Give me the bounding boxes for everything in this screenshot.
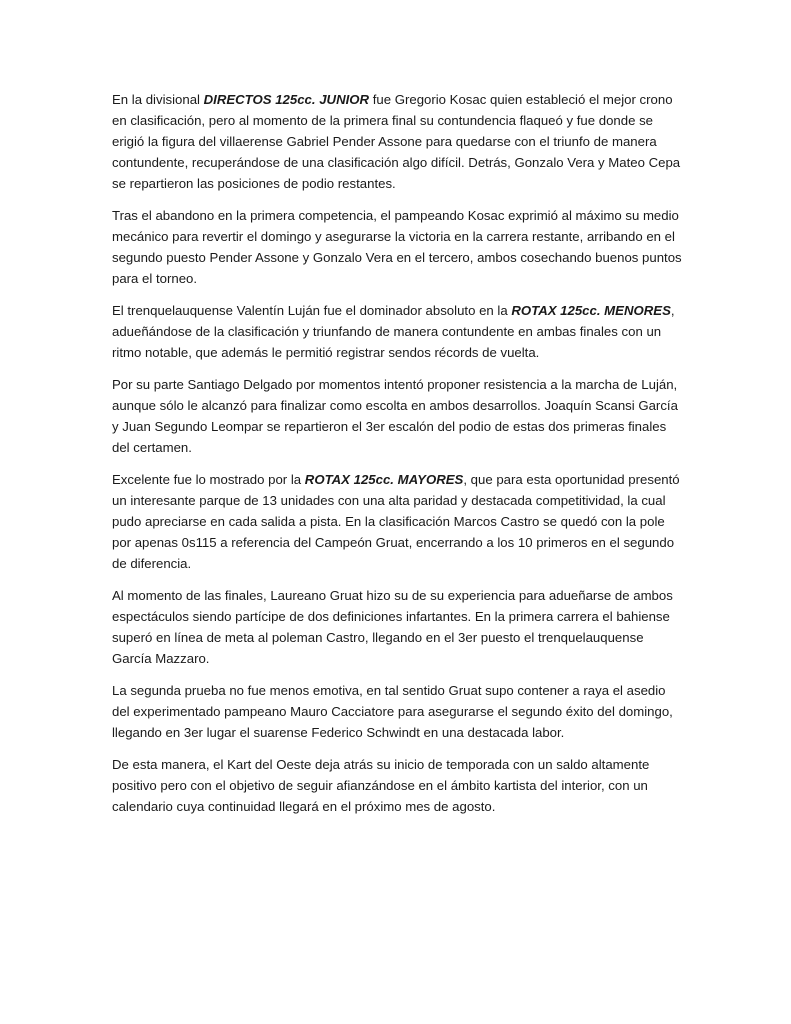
category-name: ROTAX 125cc. MAYORES — [304, 472, 464, 487]
paragraph-text: El trenquelauquense Valentín Luján fue el dominador absoluto en la — [112, 303, 512, 318]
category-name: DIRECTOS 125cc. JUNIOR — [203, 92, 370, 107]
paragraph-text: En la divisional — [112, 92, 204, 107]
paragraph — [112, 205, 684, 289]
paragraph — [112, 469, 684, 574]
document-page — [112, 89, 684, 828]
paragraph-text: Tras el abandono en la primera competencia, el pampeando Kosac exprimió al máximo su medio mecánico para revertir el domingo y asegurarse la victoria en la carrera restante, arribando en el segundo puesto Pender Assone y Gonzalo Vera en el tercero, ambos cosechando buenos puntos para el torneo. — [112, 208, 682, 286]
paragraph-text: La segunda prueba no fue menos emotiva, en tal sentido Gruat supo contener a raya el asedio del experimentado pampeano Mauro Cacciatore para asegurarse el segundo éxito del domingo, llegando en 3er lugar el suarense Federico Schwindt en una destacada labor. — [112, 683, 673, 740]
paragraph — [112, 300, 684, 363]
paragraph — [112, 89, 684, 194]
paragraph-text: , adueñándose de la clasificación y triunfando de manera contundente en ambas finales con un ritmo notable, que además le permitió registrar sendos récords de vuelta. — [112, 303, 675, 360]
paragraph — [112, 754, 684, 817]
paragraph-text: Excelente fue lo mostrado por la — [112, 472, 305, 487]
paragraph — [112, 680, 684, 743]
paragraph — [112, 374, 684, 458]
category-name: ROTAX 125cc. MENORES — [511, 303, 671, 318]
paragraph — [112, 585, 684, 669]
paragraph-text: Por su parte Santiago Delgado por momentos intentó proponer resistencia a la marcha de Luján, aunque sólo le alcanzó para finalizar como escolta en ambos desarrollos. Joaquín Scansi García y Juan Segundo Leompar se repartieron el 3er escalón del podio de estas dos primeras finales del certamen. — [112, 377, 678, 455]
paragraph-text: , que para esta oportunidad presentó un interesante parque de 13 unidades con una alta paridad y destacada competitividad, la cual pudo apreciarse en cada salida a pista. En la clasificación Marcos Castro se quedó con la pole por apenas 0s115 a referencia del Campeón Gruat, encerrando a los 10 primeros en el segundo de diferencia. — [112, 472, 680, 571]
paragraph-text: fue Gregorio Kosac quien estableció el mejor crono en clasificación, pero al momento de la primera final su contundencia flaqueó y fue donde se erigió la figura del villaerense Gabriel Pender Assone para quedarse con el triunfo de manera contundente, recuperándose de una clasificación algo difícil. Detrás, Gonzalo Vera y Mateo Cepa se repartieron las posiciones de podio restantes. — [112, 92, 681, 191]
paragraph-text: Al momento de las finales, Laureano Gruat hizo su de su experiencia para adueñarse de ambos espectáculos siendo partícipe de dos definiciones infartantes. En la primera carrera el bahiense superó en línea de meta al poleman Castro, llegando en el 3er puesto el trenquelauquense García Mazzaro. — [112, 588, 673, 666]
paragraph-text: De esta manera, el Kart del Oeste deja atrás su inicio de temporada con un saldo altamente positivo pero con el objetivo de seguir afianzándose en el ámbito kartista del interior, con un calendario cuya continuidad llegará en el próximo mes de agosto. — [112, 757, 650, 814]
